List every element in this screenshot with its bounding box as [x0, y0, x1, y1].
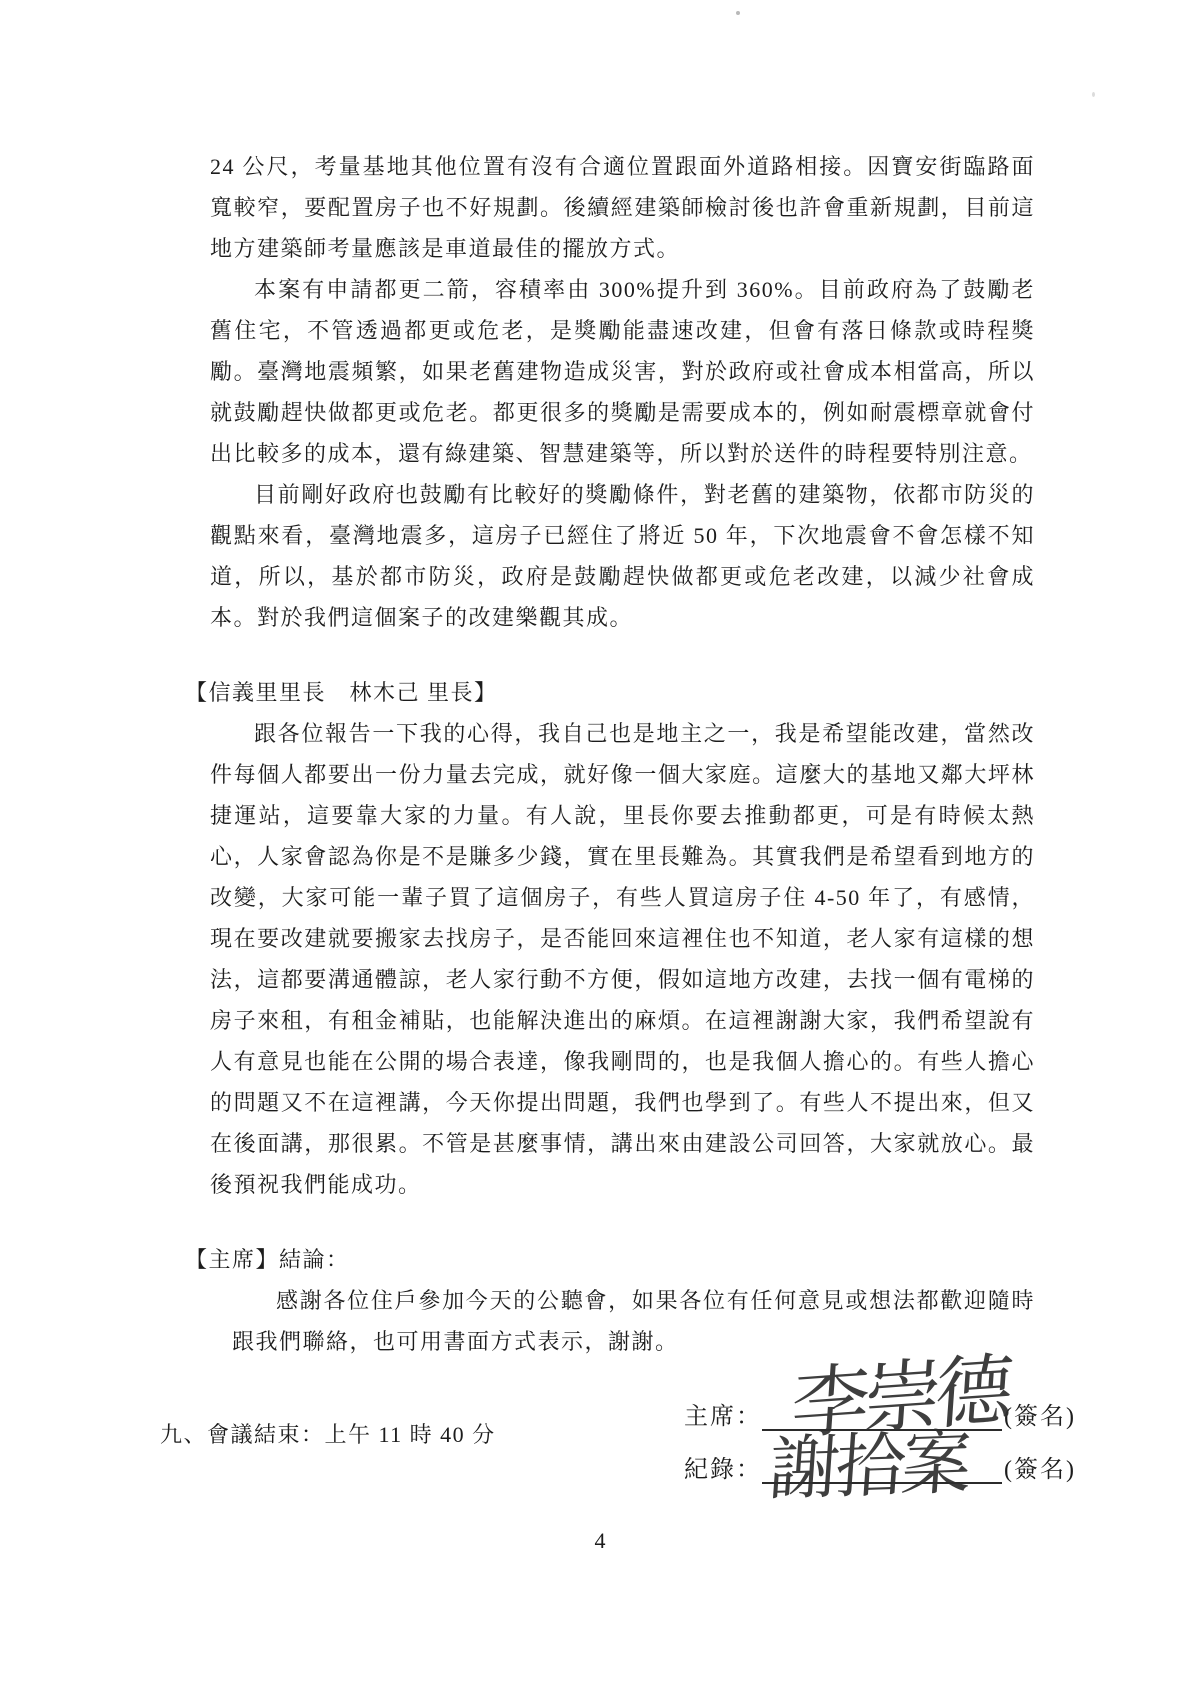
- chairman-handwritten-signature: 李崇德: [788, 1346, 1011, 1449]
- paragraph-disaster-prevention: 目前剛好政府也鼓勵有比較好的獎勵條件，對老舊的建築物，依都市防災的觀點來看，臺灣地震多，這房子已經住了將近 50 年，下次地震會不會怎樣不知道，所以，基於都市防災，政府是鼓勵趕快做都更或危老改建，以減少社會成本。對於我們這個案子的改建樂觀其成。: [210, 482, 1035, 630]
- paragraph-incentive-bonus: 本案有申請都更二箭，容積率由 300%提升到 360%。目前政府為了鼓勵老舊住宅，不管透過都更或危老，是獎勵能盡速改建，但會有落日條款或時程獎勵。臺灣地震頻繁，如果老舊建物造成災害，對於政府或社會成本相當高，所以就鼓勵趕快做都更或危老。都更很多的獎勵是需要成本的，例如耐震標章就會付出比較多的成本，還有綠建築、智慧建築等，所以對於送件的時程要特別注意。: [210, 277, 1035, 466]
- scan-speck: [1092, 92, 1095, 97]
- recorder-signature-suffix: (簽名): [1004, 1457, 1076, 1483]
- recorder-signature-row: [684, 1425, 1084, 1510]
- recorder-signature-label: 紀錄：: [684, 1457, 762, 1483]
- document-body: [160, 146, 1035, 1455]
- speaker-heading-chairman-conclusion: 【主席】結論：: [185, 1247, 350, 1272]
- chairman-signature-line: [762, 1346, 1011, 1449]
- chairman-signature-row: [684, 1346, 1084, 1449]
- paragraph-village-chief-remarks: 跟各位報告一下我的心得，我自己也是地主之一，我是希望能改建，當然改件每個人都要出一份力量去完成，就好像一個大家庭。這麼大的基地又鄰大坪林捷運站，這要靠大家的力量。有人說，里長你要去推動都更，可是有時候太熱心，人家會認為你是不是賺多少錢，實在里長難為。其實我們是希望看到地方的改變，大家可能一輩子買了這個房子，有些人買這房子住 4-50 年了，有感情，現在要改建就要搬家去找房子，是否能回來這裡住也不知道，老人家有這樣的想法，這都要溝通體諒，老人家行動不方便，假如這地方改建，去找一個有電梯的房子來租，有租金補貼，也能解決進出的麻煩。在這裡謝謝大家，我們希望說有人有意見也能在公開的場合表達，像我剛問的，也是我個人擔心的。有些人擔心的問題又不在這裡講，今天你提出問題，我們也學到了。有些人不提出來，但又在後面講，那很累。不管是甚麼事情，講出來由建設公司回答，大家就放心。最後預祝我們能成功。: [210, 721, 1035, 1197]
- chairman-signature-label: 主席：: [684, 1404, 762, 1430]
- paragraph-chairman-conclusion: 感謝各位住戶參加今天的公聽會，如果各位有任何意見或想法都歡迎隨時跟我們聯絡，也可用書面方式表示，謝謝。: [232, 1288, 1035, 1354]
- speaker-heading-village-chief: 【信義里里長 林木己 里長】: [185, 680, 498, 705]
- scan-speck: [736, 11, 740, 15]
- chairman-signature-suffix: (簽名): [1004, 1404, 1076, 1430]
- page-number: 4: [594, 1528, 606, 1553]
- paragraph-road-layout: 24 公尺，考量基地其他位置有沒有合適位置跟面外道路相接。因寶安街臨路面寬較窄，要配置房子也不好規劃。後續經建築師檢討後也許會重新規劃，目前這地方建築師考量應該是車道最佳的擺放方式。: [210, 154, 1035, 261]
- signature-block: [684, 1346, 1084, 1510]
- recorder-signature-line: [762, 1425, 1002, 1510]
- meeting-end-time-line: 九、會議結束：上午 11 時 40 分: [160, 1422, 496, 1447]
- recorder-handwritten-signature: 謝拾案: [766, 1425, 971, 1510]
